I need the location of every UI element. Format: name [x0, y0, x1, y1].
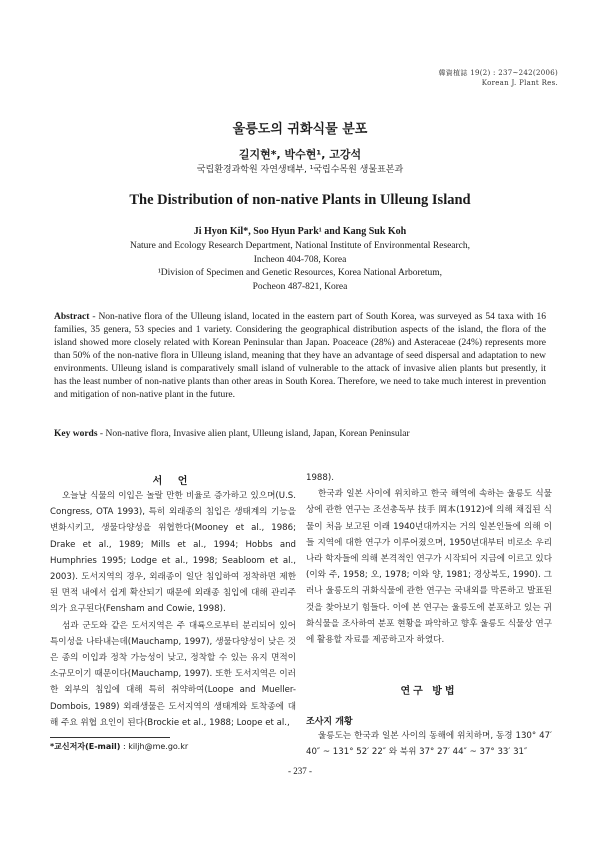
journal-citation: 韓資植誌 19(2) : 237~242(2006) — [438, 69, 558, 77]
footnote-divider — [50, 737, 170, 738]
body-paragraph: 한국과 일본 사이에 위치하고 한국 해역에 속하는 울릉도 식물상에 관한 연구는 조선총독부 技手 岡本(1912)에 의해 채집된 식물이 처음 보고된 이래 1940년대까지는 거의 일본인들에 의해 이들 지역에 대한 연구가 이루어졌으며, 1950년대부터 비로소 우리나라 학자들에 의해 본격적인 연구가 시작되어 지금에 이르고 있다(이와 주, 1958; 오, 1978; 이와 양, 1981; 경상북도, 1990). 그러나 울릉도의 귀화식물에 관한 연구는 국내외를 막론하고 발표된 것을 찾아보기 힘들다. 이에 본 연구는 울릉도에 분포하고 있는 귀화식물을 조사하여 분포 현황을 파악하고 향후 울릉도 식물상 연구에 활용할 자료를 제공하고자 하였다. — [306, 489, 552, 646]
intro-paragraph: 섬과 군도와 같은 도서지역은 주 대륙으로부터 분리되어 있어 특이성을 나타내는데(Mauchamp, 1997), 생물다양성이 낮은 것은 종의 이입과 정착 가능성이 낮고, 정착할 수 있는 유지 면적이 소규모이기 때문이다(Mauchamp, 1997). 또한 도서지역은 이러한 외부의 침입에 대해 특히 취약하여(Loope and Mueller-Dombois, 1989) 외래생물은 도서지역의 생태계와 토착종에 대해 주요 위협 요인이 된다(Brockie et al., 1988; Loope et al., — [50, 620, 296, 728]
affiliation-line: Incheon 404-708, Korea — [253, 254, 347, 265]
page-number: - 237 - — [288, 766, 312, 776]
intro-paragraph: 오늘날 식물의 이입은 놀랄 만한 비율로 증가하고 있으며(U.S. Congress, OTA 1993), 특히 외래종의 침입은 생태계의 기능을 변화시키고, 생물다양성을 위협한다(Mooney et al., 1986; Drake et al., 1989; Mills et al., 1994; Hobbs and Humphries 1995; Lodge et al., 1998; Seabloom et al., 2003). 도서지역의 경우, 외래종이 일단 침입하여 정착하면 제한된 면적 내에서 쉽게 확산되기 때문에 외래종 침입에 대해 관리주의가 요구된다(Fensham and Cowie, 1998). — [50, 491, 296, 615]
korean-title: 울릉도의 귀화식물 분포 — [232, 122, 368, 137]
english-title: The Distribution of non-native Plants in Ulleung Island — [129, 192, 471, 208]
journal-header — [438, 68, 558, 88]
keywords — [54, 428, 546, 441]
corresponding-author-footnote — [50, 741, 188, 752]
section-heading-introduction: 서 언 — [152, 476, 194, 487]
right-column — [306, 470, 552, 648]
section-heading-methods: 연구 방법 — [400, 686, 458, 697]
affiliation-line: Nature and Ecology Research Department, National Institute of Environmental Research, — [129, 241, 471, 251]
keywords-label: Key words — [54, 429, 98, 439]
journal-name: Korean J. Plant Res. — [481, 79, 558, 87]
abstract-text: - Non-native flora of the Ulleung island, located in the eastern part of South Korea, was surveyed as 54 taxa with 16 families, 35 genera, 53 species and 1 variety. Considering the geographical distribution aspects of the island, the flora of the island showed more closely related with Korean Peninsular than Japan. Poaceace (28%) and Asteraceae (24%) represents more than 50% of the non-native flora in Ulleung island, meaning that they have an advantage of seed dispersal and adaptation to new environments. Ulleung island is comparatively small island of vulnerable to the attack of invasive alien plants but presently, it has the least number of non-native plants than other areas in South Korea. Therefore, we need to take much interest in prevention and mitigation of non-native plant in the future. — [54, 312, 546, 400]
english-affiliation — [0, 240, 600, 294]
body-paragraph: 1988). — [306, 473, 334, 483]
site-paragraph: 울릉도는 한국과 일본 사이의 동해에 위치하며, 동경 130° 47′ 40″ ~ 131° 52′ 22″ 와 북위 37° 27′ 44″ ~ 37° 33′ 31″ — [306, 731, 552, 758]
abstract-label: Abstract — [54, 312, 90, 322]
korean-authors: 길지현*, 박수현¹, 고강석 — [238, 148, 362, 161]
english-authors: Ji Hyon Kil*, Soo Hyun Park¹ and Kang Suk Koh — [193, 226, 407, 237]
korean-affiliation: 국립환경과학원 자연생태부, ¹국립수목원 생물표본과 — [196, 165, 404, 175]
site-description — [306, 728, 552, 760]
affiliation-line: ¹Division of Specimen and Genetic Resources, Korea National Arboretum, — [157, 268, 443, 278]
footnote-label: *교신저자(E-mail) — [50, 742, 121, 751]
footnote-email: : kiljh@me.go.kr — [120, 742, 189, 751]
keywords-text: - Non-native flora, Invasive alien plant, Ulleung island, Japan, Korean Peninsular — [97, 429, 410, 439]
abstract — [54, 311, 546, 402]
affiliation-line: Pocheon 487-821, Korea — [252, 281, 348, 292]
left-column — [50, 488, 296, 731]
subsection-heading-site: 조사지 개황 — [306, 717, 353, 727]
